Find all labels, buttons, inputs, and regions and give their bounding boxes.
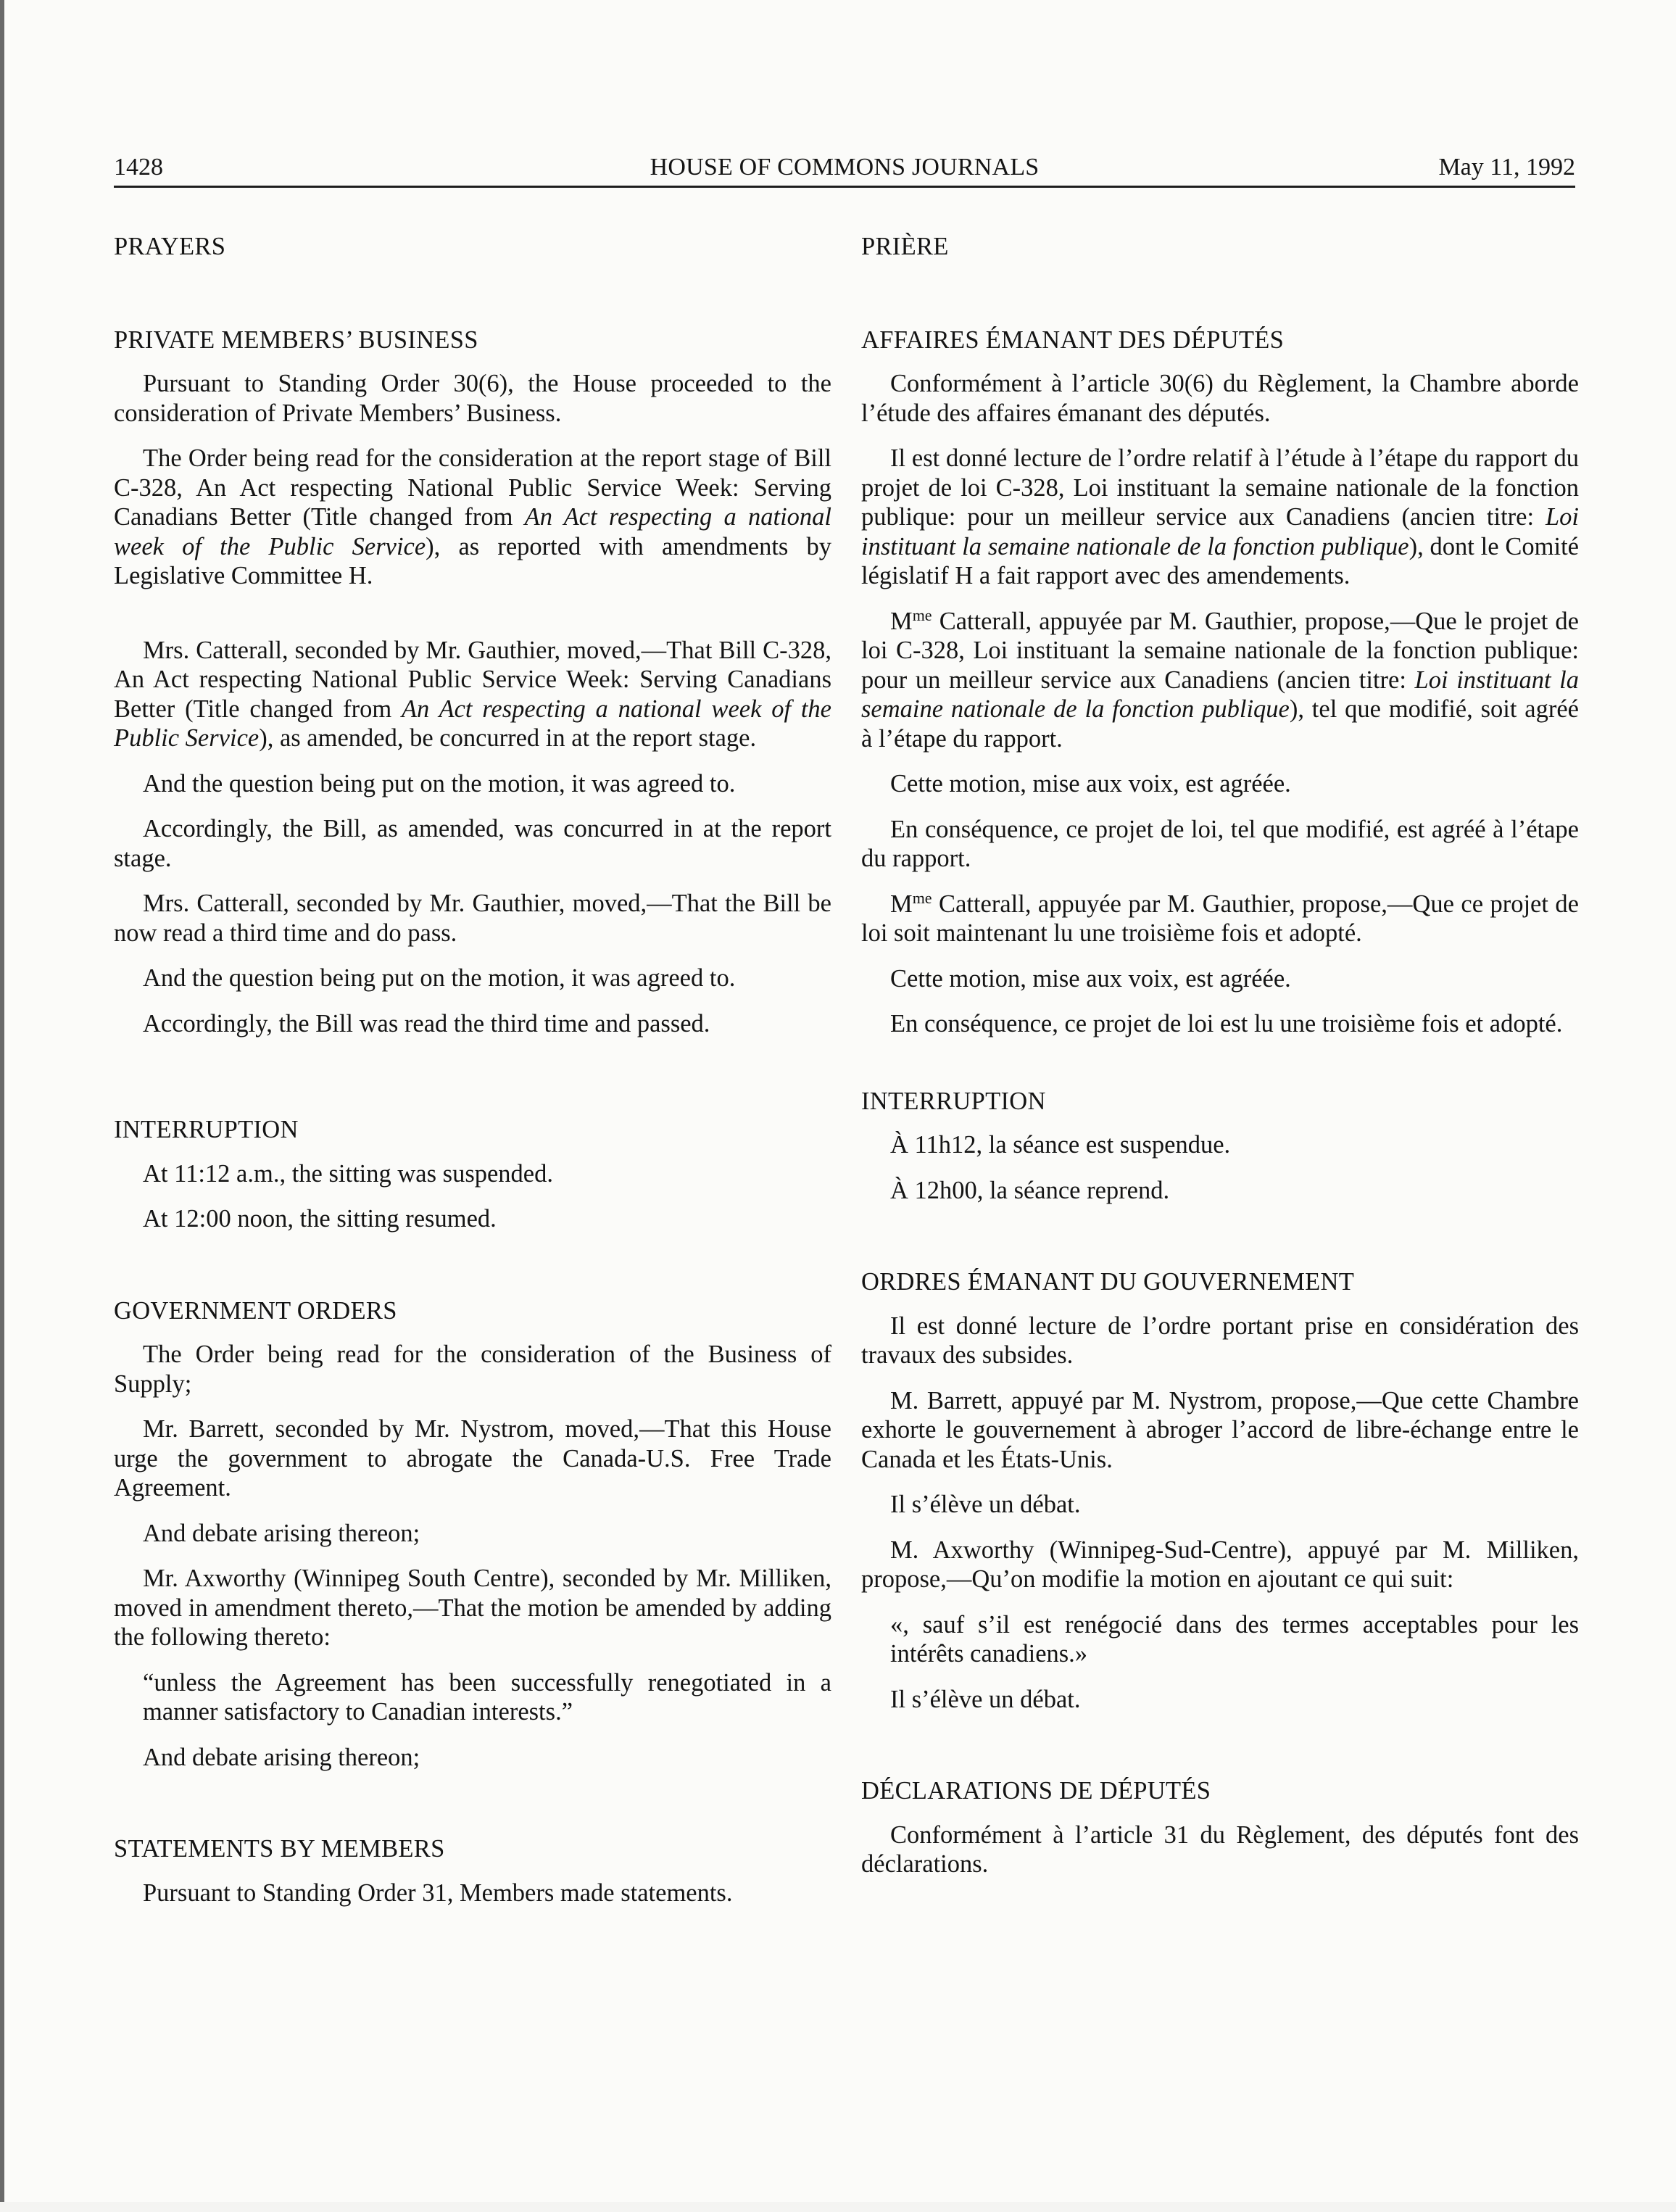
paragraph: $M^{me}$ Catterall, appuyée par M. Gauthier, propose,—Que ce projet de loi soit maintenant lu une troisième fois et adopté.	[861, 888, 1579, 947]
page-number: 1428	[114, 154, 163, 181]
section-heading-statements-by-members: STATEMENTS BY MEMBERS	[114, 1835, 445, 1863]
section-heading-prayers: PRAYERS	[114, 233, 226, 260]
paragraph: Conformément à l’article 30(6) du Règlement, la Chambre aborde l’étude des affaires émanant des députés.	[861, 370, 1579, 427]
paragraph: Cette motion, mise aux voix, est agréée.	[890, 964, 1291, 993]
paragraph: Pursuant to Standing Order 31, Members made statements.	[143, 1878, 733, 1907]
section-heading-priere: PRIÈRE	[861, 233, 949, 260]
quoted-amendment: “unless the Agreement has been successfully renegotiated in a manner satisfactory to Canadian interests.”	[143, 1668, 831, 1726]
paragraph: Mrs. Catterall, seconded by Mr. Gauthier, moved,—That Bill C-328, An Act respecting National Public Service Week: Serving Canadians Better (Title changed from An Act respecting a national week of the Public Service), as amended, be concurred in at the report stage.	[114, 636, 831, 752]
section-heading-interruption: INTERRUPTION	[114, 1116, 299, 1143]
paragraph: Accordingly, the Bill was read the third time and passed.	[143, 1009, 710, 1037]
header-rule	[114, 186, 1575, 188]
paragraph: À 11h12, la séance est suspendue.	[890, 1131, 1231, 1159]
paragraph: At 11:12 a.m., the sitting was suspended.	[143, 1159, 553, 1188]
paragraph: $M^{me}$ Catterall, appuyée par M. Gauthier, propose,—Que le projet de loi C-328, Loi instituant la semaine nationale de la fonction publique: pour un meilleur service aux Canadiens (ancien titre: Loi instituant la semaine nationale de la fonction publique), tel que modifié, soit agréé à l’étape du rapport.	[861, 605, 1580, 753]
section-heading-government-orders: GOVERNMENT ORDERS	[114, 1296, 397, 1325]
paragraph: The Order being read for the consideration of the Business of Supply;	[114, 1341, 831, 1398]
paragraph: Mr. Axworthy (Winnipeg South Centre), seconded by Mr. Milliken, moved in amendment thereto,—That the motion be amended by adding the following thereto:	[114, 1565, 831, 1651]
paragraph: Il est donné lecture de l’ordre relatif à l’étude à l’étape du rapport du projet de loi C-328, Loi instituant la semaine nationale de la fonction publique: pour un meilleur service aux Canadiens (ancien titre: Loi instituant la semaine nationale de la fonction publique), dont le Comité législatif H a fait rapport avec des amendements.	[861, 444, 1579, 589]
english-column	[114, 232, 831, 1907]
paragraph: Conformément à l’article 31 du Règlement, des députés font des déclarations.	[861, 1820, 1579, 1878]
paragraph: Il s’élève un débat.	[890, 1491, 1081, 1518]
paragraph: And the question being put on the motion, it was agreed to.	[143, 769, 736, 798]
paragraph: The Order being read for the consideration at the report stage of Bill C-328, An Act respecting National Public Service Week: Serving Canadians Better (Title changed from An Act respecting a national week of the Public Service), as reported with amendments by Legislative Committee H.	[114, 444, 831, 589]
paragraph: À 12h00, la séance reprend.	[890, 1176, 1170, 1204]
italic-title: Loi instituant la semaine nationale de la fonction publique	[861, 666, 1580, 723]
paragraph: Accordingly, the Bill, as amended, was concurred in at the report stage.	[114, 815, 831, 872]
italic-title: An Act respecting a national week of the Public Service	[114, 503, 831, 560]
paragraph: At 12:00 noon, the sitting resumed.	[143, 1205, 497, 1233]
page-header	[114, 147, 1575, 188]
paragraph: Mr. Barrett, seconded by Mr. Nystrom, moved,—That this House urge the government to abrogate the Canada-U.S. Free Trade Agreement.	[114, 1415, 831, 1501]
paragraph: And debate arising thereon;	[143, 1743, 420, 1771]
paragraph: Cette motion, mise aux voix, est agréée.	[890, 770, 1291, 798]
paragraph: And debate arising thereon;	[143, 1519, 420, 1547]
journal-title: HOUSE OF COMMONS JOURNALS	[650, 154, 1040, 181]
paragraph: Il s’élève un débat.	[890, 1685, 1081, 1713]
section-heading-ordres-emanant-du-gouvernement: ORDRES ÉMANANT DU GOUVERNEMENT	[861, 1268, 1355, 1296]
paragraph: Pursuant to Standing Order 30(6), the House proceeded to the consideration of Private Members’ Business.	[114, 370, 831, 427]
section-heading-declarations-de-deputes: DÉCLARATIONS DE DÉPUTÉS	[861, 1777, 1211, 1805]
section-heading-affaires-emanant-des-deputes: AFFAIRES ÉMANANT DES DÉPUTÉS	[861, 326, 1285, 354]
paragraph: Il est donné lecture de l’ordre portant prise en considération des travaux des subsides.	[861, 1312, 1579, 1369]
page-bottom-edge	[0, 2202, 1676, 2212]
french-column	[861, 232, 1579, 1879]
section-heading-interruption-fr: INTERRUPTION	[861, 1087, 1046, 1115]
paragraph: And the question being put on the motion, it was agreed to.	[143, 964, 736, 992]
journal-date: May 11, 1992	[1438, 154, 1575, 181]
paragraph: En conséquence, ce projet de loi est lu une troisième fois et adopté.	[890, 1010, 1563, 1037]
section-heading-private-members-business: PRIVATE MEMBERS’ BUSINESS	[114, 326, 478, 354]
paragraph: En conséquence, ce projet de loi, tel que modifié, est agréé à l’étape du rapport.	[861, 815, 1579, 872]
paragraph: M. Axworthy (Winnipeg-Sud-Centre), appuyé par M. Milliken, propose,—Qu’on modifie la motion en ajoutant ce qui suit:	[861, 1536, 1579, 1593]
page-edge	[0, 0, 4, 2212]
italic-title: Loi instituant la semaine nationale de la fonction publique	[861, 503, 1579, 560]
italic-title: An Act respecting a national week of the Public Service	[114, 695, 831, 752]
quoted-amendment: «, sauf s’il est renégocié dans des termes acceptables pour les intérêts canadiens.»	[890, 1610, 1579, 1668]
paragraph: Mrs. Catterall, seconded by Mr. Gauthier, moved,—That the Bill be now read a third time and do pass.	[114, 890, 831, 947]
paragraph: M. Barrett, appuyé par M. Nystrom, propose,—Que cette Chambre exhorte le gouvernement à abroger l’accord de libre-échange entre le Canada et les États-Unis.	[861, 1386, 1579, 1473]
